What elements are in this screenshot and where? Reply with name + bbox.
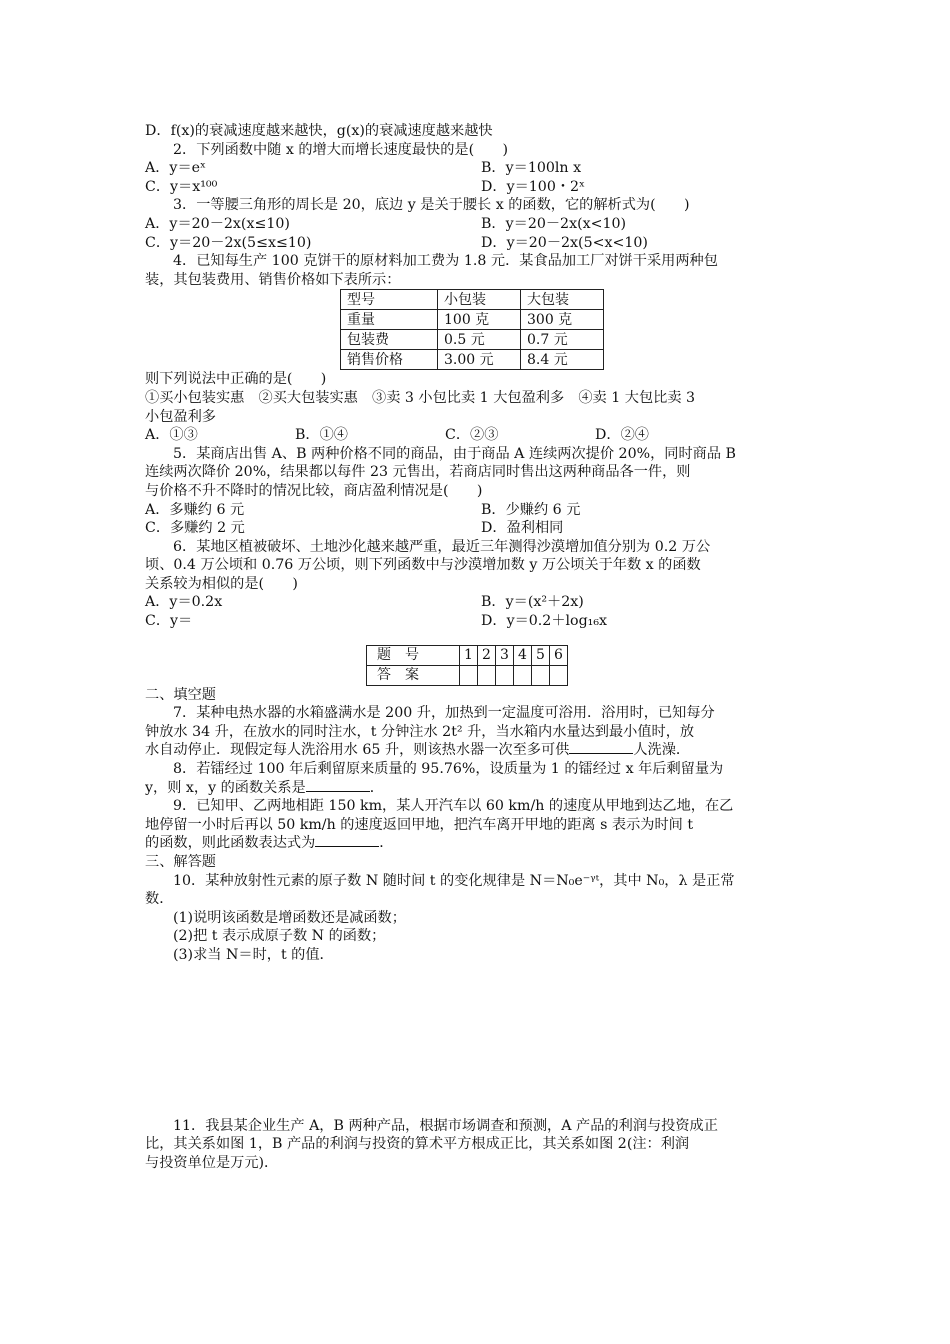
- table-cell: 题号: [367, 645, 460, 665]
- question-7-tail: 人洗澡．: [633, 742, 691, 759]
- q4-option-b: B．①④: [295, 427, 348, 444]
- table-cell: 4: [514, 645, 532, 665]
- question-6-line3: 关系较为相似的是( ): [145, 575, 298, 592]
- q5-option-a: A．多赚约 6 元: [145, 501, 245, 518]
- q6-options-row2: [145, 612, 817, 631]
- table-cell: 答案: [367, 665, 460, 685]
- question-10-line1: 10．某种放射性元素的原子数 N 随时间 t 的变化规律是 N＝N₀e⁻ᵞᵗ，其中 N₀，λ 是正常: [173, 872, 735, 889]
- q3-option-b: B．y＝20－2x(x<10): [481, 215, 627, 232]
- q6-option-c: C．y＝: [145, 613, 193, 630]
- table-cell: 300 克: [521, 310, 604, 330]
- table-cell: 1: [460, 645, 478, 665]
- answer-cell[interactable]: [478, 665, 496, 685]
- q5-option-c: C．多赚约 2 元: [145, 520, 245, 537]
- question-9-line1: 9．已知甲、乙两地相距 150 km，某人开汽车以 60 km/h 的速度从甲地到达乙地，在乙: [173, 798, 734, 815]
- price-table: [340, 289, 604, 370]
- answer-space: [145, 965, 817, 1117]
- q6-options-row1: [145, 593, 817, 612]
- q2-option-d: D．y＝100・2ˣ: [481, 178, 586, 195]
- question-2: 2．下列函数中随 x 的增大而增长速度最快的是( ): [173, 141, 509, 158]
- q3-option-c: C．y＝20－2x(5≤x≤10): [145, 234, 312, 251]
- question-7-line2: 钟放水 34 升，在放水的同时注水，t 分钟注水 2t² 升，当水箱内水量达到最小值时，放: [145, 723, 695, 740]
- table-cell: 大包装: [521, 290, 604, 310]
- q6-option-b: B．y＝(x²＋2x): [481, 594, 584, 611]
- q2-option-c: C．y＝x¹⁰⁰: [145, 178, 218, 195]
- q5-option-d: D．盈利相同: [481, 520, 564, 537]
- table-cell: 5: [532, 645, 550, 665]
- answer-blank[interactable]: [315, 834, 379, 847]
- question-5-line3: 与价格不升不降时的情况比较，商店盈利情况是( ): [145, 482, 483, 499]
- q5-option-b: B．少赚约 6 元: [481, 501, 581, 518]
- question-8-line2: [145, 779, 817, 798]
- question-5-line2: 连续两次降价 20%，结果都以每件 23 元售出，若商店同时售出这两种商品各一件，则: [145, 464, 691, 481]
- section-solutions: 三、解答题: [145, 854, 216, 870]
- q2-options-row1: [145, 159, 817, 178]
- question-6-line2: 顷、0.4 万公顷和 0.76 万公顷，则下列函数中与沙漠增加数 y 万公顷关于年数 x 的函数: [145, 557, 701, 574]
- q2-option-b: B．y＝100ln x: [481, 160, 582, 177]
- question-11-line2: 比，其关系如图 1，B 产品的利润与投资的算术平方根成正比，其关系如图 2(注：利润: [145, 1136, 690, 1153]
- q6-option-d: D．y＝0.2＋log₁₆x: [481, 613, 608, 630]
- answer-cell[interactable]: [550, 665, 568, 685]
- q3-option-a: A．y＝20－2x(x≤10): [145, 215, 290, 232]
- question-9-text: 的函数，则此函数表达式为: [145, 835, 316, 852]
- question-8-tail: ．: [369, 779, 384, 796]
- table-row: [341, 290, 604, 310]
- table-cell: 0.5 元: [438, 330, 521, 350]
- question-4-line3: 则下列说法中正确的是( ): [145, 371, 327, 388]
- question-9-line3: [145, 834, 817, 853]
- q5-options-row1: [145, 501, 817, 520]
- table-row: [341, 310, 604, 330]
- q4-option-a: A．①③: [145, 427, 198, 444]
- table-cell: 6: [550, 645, 568, 665]
- table-cell: 3.00 元: [438, 350, 521, 370]
- question-11-line1: 11．我县某企业生产 A，B 两种产品，根据市场调查和预测，A 产品的利润与投资成正: [173, 1117, 718, 1134]
- table-cell: 型号: [341, 290, 438, 310]
- table-cell: 0.7 元: [521, 330, 604, 350]
- table-row: [341, 350, 604, 370]
- question-5-line1: 5．某商店出售 A、B 两种价格不同的商品，由于商品 A 连续两次提价 20%，同时商品 B: [173, 445, 736, 462]
- q2-option-a: A．y＝eˣ: [145, 160, 207, 177]
- question-8-text: y，则 x，y 的函数关系是: [145, 779, 306, 796]
- answer-table: [366, 645, 568, 686]
- question-10-part1: (1)说明该函数是增函数还是减函数；: [173, 909, 406, 926]
- answer-cell[interactable]: [514, 665, 532, 685]
- question-6-line1: 6．某地区植被破坏、土地沙化越来越严重，最近三年测得沙漠增加值分别为 0.2 万公: [173, 538, 711, 555]
- section-fill-in: 二、填空题: [145, 686, 216, 703]
- question-3: 3．一等腰三角形的周长是 20，底边 y 是关于腰长 x 的函数，它的解析式为( ): [173, 197, 690, 214]
- answer-blank[interactable]: [306, 779, 370, 792]
- table-cell: 8.4 元: [521, 350, 604, 370]
- question-4-statements-cont: 小包盈利多: [145, 408, 216, 425]
- q2-options-row2: [145, 178, 817, 197]
- table-cell: 销售价格: [341, 350, 438, 370]
- question-4-line2: 装，其包装费用、销售价格如下表所示：: [145, 271, 401, 288]
- question-8-line1: 8．若镭经过 100 年后剩留原来质量的 95.76%，设质量为 1 的镭经过 x 年后剩留量为: [173, 761, 724, 778]
- table-cell: 2: [478, 645, 496, 665]
- question-10-line2: 数．: [145, 891, 174, 908]
- question-7-line3: [145, 741, 817, 760]
- table-row: [367, 665, 568, 685]
- table-cell: 小包装: [438, 290, 521, 310]
- q6-option-a: A．y＝0.2x: [145, 594, 223, 611]
- question-9-line2: 地停留一小时后再以 50 km/h 的速度返回甲地，把汽车离开甲地的距离 s 表示为时间 t: [145, 816, 694, 833]
- answer-cell[interactable]: [496, 665, 514, 685]
- table-row: [367, 645, 568, 665]
- question-11-line3: 与投资单位是万元)．: [145, 1154, 279, 1171]
- question-10-part2: (2)把 t 表示成原子数 N 的函数；: [173, 928, 386, 945]
- answer-cell[interactable]: [460, 665, 478, 685]
- q5-options-row2: [145, 519, 817, 538]
- question-9-tail: ．: [379, 835, 394, 852]
- answer-blank[interactable]: [569, 741, 633, 754]
- q3-option-d: D．y＝20－2x(5<x<10): [481, 234, 648, 251]
- answer-cell[interactable]: [532, 665, 550, 685]
- q4-options: [145, 426, 817, 445]
- question-7-text: 水自动停止．现假定每人洗浴用水 65 升，则该热水器一次至多可供: [145, 742, 570, 759]
- question-4-line1: 4．已知每生产 100 克饼干的原材料加工费为 1.8 元．某食品加工厂对饼干采用两种包: [173, 253, 718, 270]
- table-cell: 包装费: [341, 330, 438, 350]
- table-cell: 重量: [341, 310, 438, 330]
- worksheet: [145, 122, 817, 1172]
- question-10-part3: (3)求当 N＝时，t 的值．: [173, 946, 334, 963]
- table-row: [341, 330, 604, 350]
- q4-option-c: C．②③: [445, 427, 499, 444]
- question-7-line1: 7．某种电热水器的水箱盛满水是 200 升，加热到一定温度可浴用．浴用时，已知每分: [173, 705, 715, 722]
- table-cell: 3: [496, 645, 514, 665]
- table-cell: 100 克: [438, 310, 521, 330]
- q3-options-row2: [145, 234, 817, 253]
- q1-option-d: D．f(x)的衰减速度越来越快，g(x)的衰减速度越来越快: [145, 123, 493, 139]
- q3-options-row1: [145, 215, 817, 234]
- question-4-statements: ①买小包装实惠 ②买大包装实惠 ③卖 3 小包比卖 1 大包盈利多 ④卖 1 大包比卖 3: [145, 389, 696, 406]
- q4-option-d: D．②④: [595, 427, 649, 444]
